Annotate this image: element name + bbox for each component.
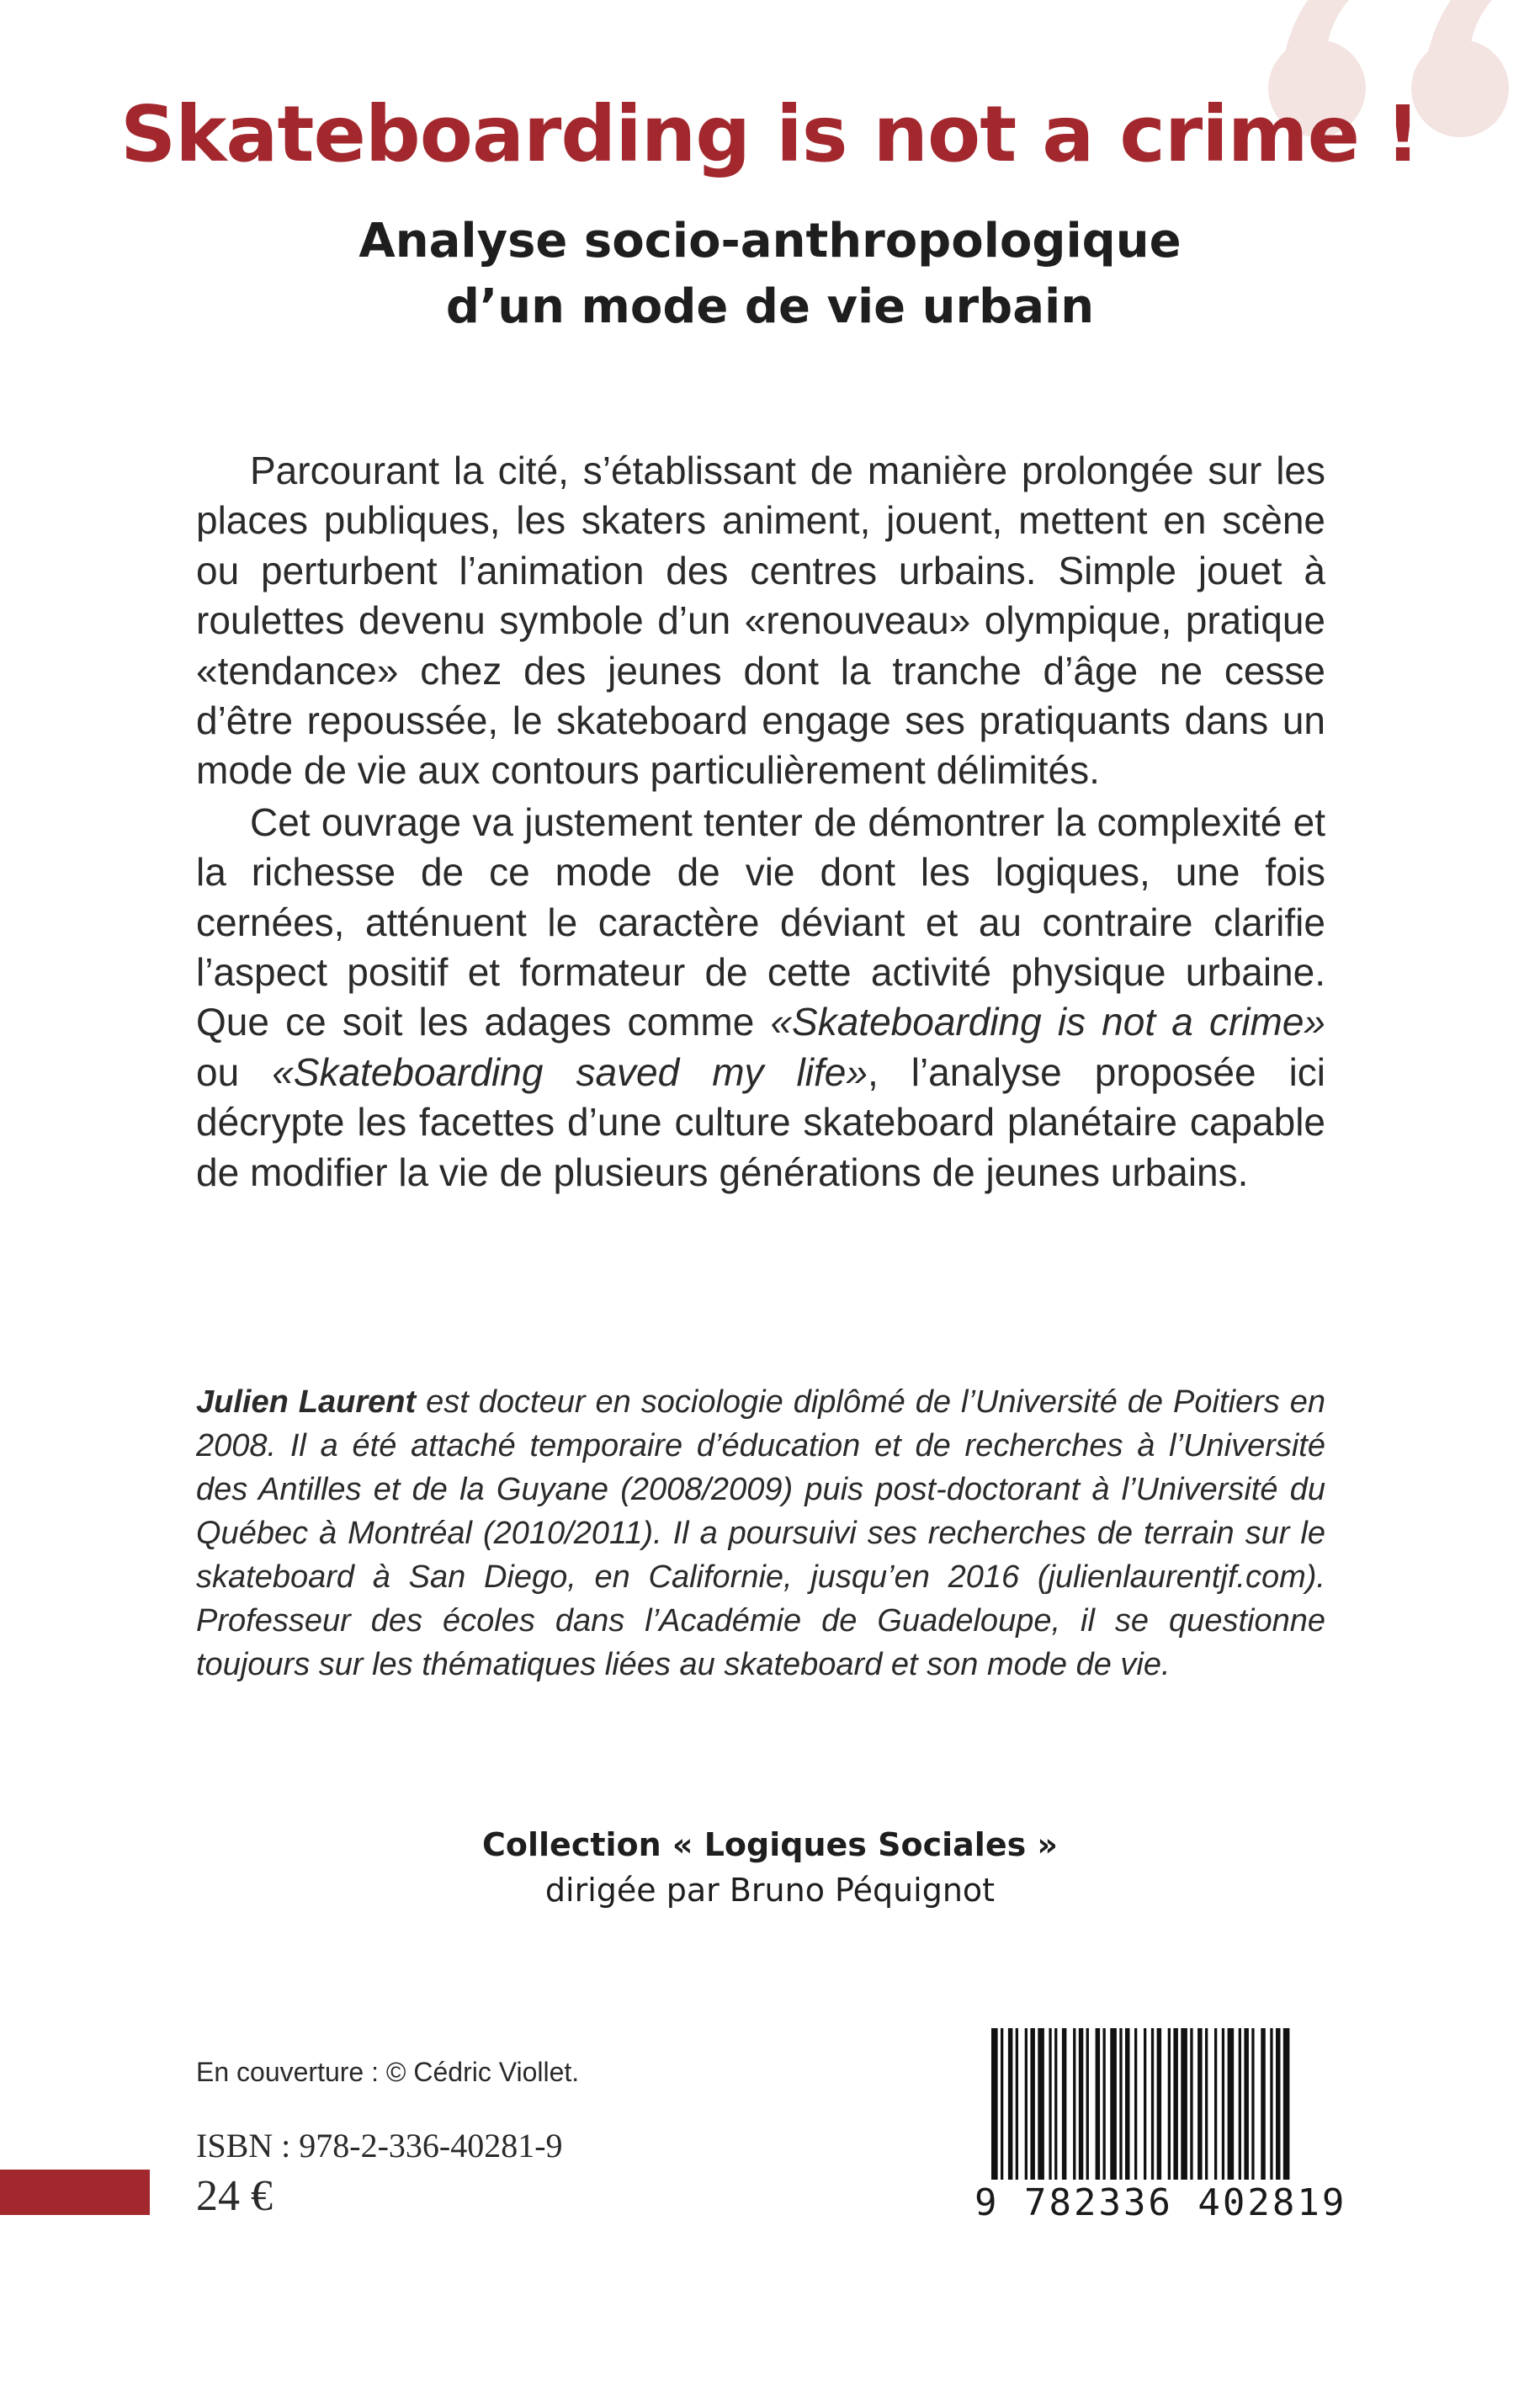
barcode-bar bbox=[1125, 2028, 1130, 2196]
author-bio bbox=[196, 1380, 1325, 1686]
collection-info bbox=[0, 1822, 1540, 1913]
barcode-bar bbox=[1030, 2028, 1035, 2196]
barcode-bar bbox=[1086, 2028, 1089, 2196]
barcode-number: 9 782336 402819 bbox=[974, 2180, 1331, 2227]
barcode-bar bbox=[1244, 2028, 1249, 2196]
barcode-bar bbox=[1251, 2028, 1254, 2196]
barcode-bar bbox=[1096, 2028, 1101, 2196]
barcode-bar bbox=[1103, 2028, 1106, 2196]
cover-credit: En couverture : © Cédric Viollet. bbox=[196, 2057, 580, 2087]
barcode-bar bbox=[1054, 2028, 1057, 2196]
barcode-bar bbox=[1151, 2028, 1154, 2196]
summary-paragraph-2-part-2: ou bbox=[196, 1049, 273, 1094]
barcode-bar bbox=[1261, 2028, 1266, 2196]
accent-bar bbox=[0, 2170, 150, 2215]
summary-paragraph-2-part-1: Cet ouvrage va justement tenter de démontrer la complexité et la richesse de ce mode de vie dont les logiques, une fois cernées, atténuent le caractère déviant et au contraire clarifie l’aspect positif et formateur de cette activité physique urbaine. Que ce soit les adages comme bbox=[196, 799, 1325, 1044]
book-subtitle bbox=[0, 209, 1540, 340]
barcode-bar bbox=[1173, 2028, 1178, 2196]
barcode-bar bbox=[1214, 2028, 1217, 2196]
barcode-bar bbox=[1276, 2028, 1281, 2196]
barcode-bar bbox=[1025, 2028, 1028, 2196]
barcode-bar bbox=[1228, 2028, 1235, 2196]
barcode-bar bbox=[1222, 2028, 1224, 2196]
barcode-bar bbox=[1079, 2028, 1084, 2196]
barcode-bar bbox=[1134, 2028, 1137, 2196]
barcode-bar bbox=[1008, 2028, 1013, 2196]
barcode-bar bbox=[1270, 2028, 1272, 2196]
barcode-bar bbox=[1157, 2028, 1162, 2196]
barcode-bar bbox=[1049, 2028, 1051, 2196]
collection-title: Collection « Logiques Sociales » bbox=[482, 1826, 1058, 1863]
summary-paragraph-1: Parcourant la cité, s’établissant de manière prolongée sur les places publiques, les skaters animent, jouent, mettent en scène ou perturbent l’animation des centres urbains. Simple jouet à roulettes devenu symbole d’un «renouveau» olympique, pratique «tendance» chez des jeunes dont la tranche d’âge ne cesse d’être repoussée, le skateboard engage ses pratiquants dans un mode de vie aux contours particulièrement délimités. bbox=[196, 449, 1325, 793]
summary-paragraph-2 bbox=[196, 798, 1325, 1198]
author-name: Julien Laurent bbox=[196, 1384, 417, 1420]
quote-skateboarding-not-crime: «Skateboarding is not a crime» bbox=[770, 1000, 1325, 1044]
barcode-bar bbox=[1016, 2028, 1018, 2196]
summary-paragraph-2-part-3: , l’analyse proposée ici décrypte les facettes d’une culture skateboard planétaire capable de modifier la vie de plusieurs générations de jeunes urbains. bbox=[196, 1049, 1326, 1194]
barcode-bar bbox=[1038, 2028, 1044, 2196]
barcode-bar bbox=[1062, 2028, 1067, 2196]
barcode-bar bbox=[1001, 2028, 1003, 2196]
subtitle-line-2: d’un mode de vie urbain bbox=[445, 279, 1095, 334]
barcode-bar bbox=[1205, 2028, 1208, 2196]
barcode-bar bbox=[1239, 2028, 1241, 2196]
barcode-bar bbox=[1168, 2028, 1171, 2196]
barcode-bar bbox=[1110, 2028, 1117, 2196]
price: 24 € bbox=[196, 2172, 273, 2220]
isbn: ISBN : 978-2-336-40281-9 bbox=[196, 2127, 563, 2165]
barcode-bar bbox=[1119, 2028, 1122, 2196]
collection-director: dirigée par Bruno Péquignot bbox=[544, 1872, 996, 1909]
quote-skateboarding-saved-life: «Skateboarding saved my life» bbox=[272, 1049, 868, 1094]
barcode-bar bbox=[1181, 2028, 1187, 2196]
barcode-bar bbox=[1190, 2028, 1192, 2196]
barcode-bar bbox=[1197, 2028, 1203, 2196]
author-bio-text: est docteur en sociologie diplômé de l’Université de Poitiers en 2008. Il a été attaché temporaire d’éducation et de recherches à l’Université des Antilles et de la Guyane (2008/2009) puis post-doctorant à l’Université du Québec à Montréal (2010/2011). Il a poursuivi ses recherches de terrain sur le skateboard à San Diego, en Californie, jusqu’en 2016 (julienlaurentjf.com). Professeur des écoles dans l’Académie de Guadeloupe, il se questionne toujours sur les thématiques liées au skateboard et son mode de vie. bbox=[196, 1384, 1325, 1682]
book-title: Skateboarding is not a crime ! bbox=[119, 89, 1421, 179]
barcode-bar bbox=[1073, 2028, 1075, 2196]
subtitle-line-1: Analyse socio-anthropologique bbox=[358, 214, 1182, 268]
book-summary bbox=[196, 446, 1325, 1198]
